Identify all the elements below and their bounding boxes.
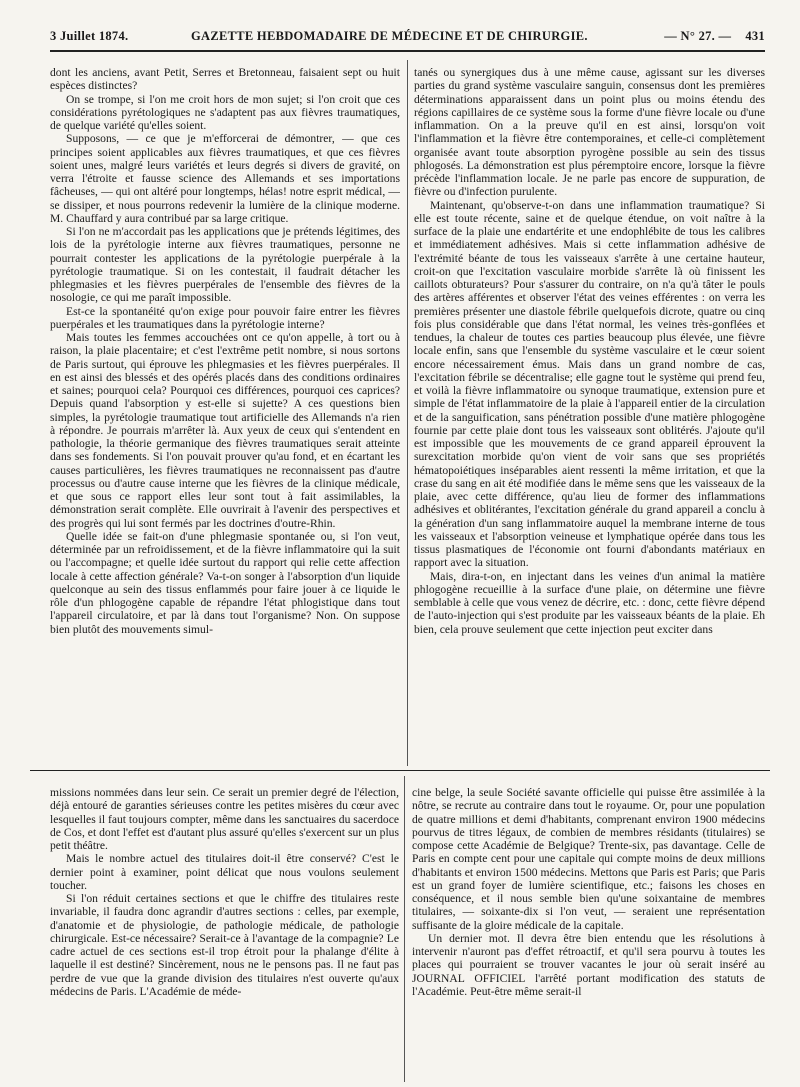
upper-column-divider: [407, 60, 408, 766]
upper-left-column: [50, 66, 400, 768]
lower-column-divider: [404, 776, 405, 1082]
paragraph: On se trompe, si l'on me croit hors de mon sujet; si l'on croit que ces considérations pyrétologiques ne s'adaptent pas aux fièvres traumatiques, de quelque variété qu'elles soient.: [50, 92, 400, 132]
lower-right-column: [412, 786, 765, 1083]
paragraph: Un dernier mot. Il devra être bien entendu que les résolutions à intervenir n'auront pas d'effet rétroactif, et qu'il sera pourvu à toutes les places qui pourraient se trouver vacantes le jour où serait inséré au JOURNAL OFFICIEL l'arrêté portant modification des statuts de l'Académie. Peut-être même serait-il: [412, 931, 765, 998]
paragraph: Si l'on ne m'accordait pas les applications que je prétends légitimes, des lois de la pyrétologie interne aux fièvres traumatiques, personne ne pourrait contester les applications de la pyrétologie puerpérale à la pyrétologie traumatique. Si on les contestait, il faudrait détacher les phlegmasies et les fièvres puerpérales de l'ensemble des fièvres de la nosologie, ce qui me paraît impossible.: [50, 225, 400, 305]
paragraph: Mais le nombre actuel des titulaires doit-il être conservé? C'est le dernier point à examiner, point délicat que nous voulons seulement toucher.: [50, 852, 399, 892]
page-number: 431: [745, 29, 765, 43]
upper-right-column: [414, 66, 765, 768]
header-rule: [50, 50, 765, 52]
issue-info: [650, 29, 765, 44]
paragraph: Est-ce la spontanéité qu'on exige pour pouvoir faire entrer les fièvres puerpérales et les traumatiques dans la pyrétologie interne?: [50, 304, 400, 331]
paragraph: Supposons, — ce que je m'efforcerai de démontrer, — que ces principes soient applicables aux fièvres traumatiques, et que ces fièvres soient unes, malgré leurs variétés et leurs degrés si divers de gravité, on verra l'étroite et fausse science des Allemands et ses importations fâcheuses, — qui ont altéré pour longtemps, hélas! notre esprit médical, — se dissiper, et nous pourrons redevenir la lumière de la clinique moderne. M. Chauffard y aura contribué par sa large critique.: [50, 132, 400, 225]
issue-number: — N° 27. —: [664, 29, 732, 43]
paragraph: Si l'on réduit certaines sections et que le chiffre des titulaires reste invariable, il faudra donc agrandir d'autres sections : celles, par exemple, d'anatomie et de physiologie, de pathologie médicale, de pathologie chirurgicale. Est-ce nécessaire? Serait-ce à l'avantage de la compagnie? Le cadre actuel de ces sections est-il trop étroit pour la phalange d'élite à laquelle il est destiné? Sincèrement, nous ne le pensons pas. Il ne faut pas perdre de vue que la grande division des titulaires n'est ouverte qu'aux médecins de Paris. L'Académie de méde-: [50, 892, 399, 998]
paragraph: Maintenant, qu'observe-t-on dans une inflammation traumatique? Si elle est toute récente, saine et de quelque étendue, on voit naître à la surface de la plaie une endartérite et une endophlébite de tous les calibres et immédiatement adhésives. Mais si cette inflammation adhésive de l'extrémité béante de tous les vaisseaux s'arrête à une certaine hauteur, croit-on que l'excitation vasculaire morbide s'arrête là où finissent les caillots obturateurs? Pour s'assurer du contraire, on n'a qu'à tâter le pouls des artères afférentes et observer l'état des veines efférentes : on verra les premières présenter une diastole fébrile quelquefois dicrote, quatre ou cinq fois plus considérable que dans l'état normal, les veines très-gonflées et tendues, la chaleur de toutes ces parties beaucoup plus élevée, une fièvre locale enfin, sans que l'ensemble du système vasculaire et le cœur soient encore nécessairement émus. Mais dans un grand nombre de cas, l'excitation fébrile se décentralise; elle gagne tout le système qui prend feu, et voilà la fièvre inflammatoire ou synoque traumatique, extension pure et simple de l'état inflammatoire de la plaie à l'appareil entier de la circulation et de la sanguification, sans pénétration possible d'une matière phlogogène fournie par cette plaie dont tous les vaisseaux sont oblitérés. J'ajoute qu'il est impossible que les mouvements de ce grand appareil éprouvent la surexcitation morbide qu'on vient de voir sans que ses propriétés hématopoiétiques inséparables aient ressenti la même irritation, et que la crase du sang en ait été modifiée dans le même sens que les vaisseaux de la plaie, avec cette différence, qu'au lieu de former des inflammations adhésives et oblitérantes, l'excitation générale du grand appareil a conclu à la génération d'un sang inflammatoire auquel la membrane interne de tous les vaisseaux et l'absorption veineuse et lymphatique opérée dans tous les tissus plasmatiques de l'économie ont fourni d'abondants matériaux en rapport avec la situation.: [414, 198, 765, 570]
paragraph: missions nommées dans leur sein. Ce serait un premier degré de l'élection, déjà entouré de garanties sérieuses contre les petites misères du cœur avec lesquelles il faut toujours compter, même dans les sanctuaires du sacerdoce de Cos, et dont l'effet est d'autant plus assuré qu'elles s'exercent sur un plus petit théâtre.: [50, 786, 399, 852]
section-rule: [30, 770, 770, 771]
paragraph: dont les anciens, avant Petit, Serres et Bretonneau, faisaient sept ou huit espèces distinctes?: [50, 66, 400, 93]
paragraph: cine belge, la seule Société savante officielle qui puisse être assimilée à la nôtre, se recrute au contraire dans tout le royaume. Or, pour une population de quatre millions et demi d'habitants, comprenant environ 1900 médecins pourvus de titres légaux, de combien de membres résidants (titulaires) se compose cette Académie de Belgique? Trente-six, pas davantage. Celle de Paris en compte cent pour une capitale qui compte moins de deux millions d'habitants et environ 1500 médecins. Mettons que Paris est Paris; que Paris est un grand foyer de lumière scientifique, etc.; faisons les choses en conséquence, et il nous semble bien qu'une soixantaine de membres titulaires, — soixante-dix si l'on veut, — seraient une représentation suffisante de la gloire médicale de la capitale.: [412, 786, 765, 932]
journal-title: GAZETTE HEBDOMADAIRE DE MÉDECINE ET DE CHIRURGIE.: [190, 29, 588, 43]
paragraph: Mais, dira-t-on, en injectant dans les veines d'un animal la matière phlogogène recueillie à la surface d'une plaie, on détermine une fièvre semblable à celle que vous venez de décrire, etc. : donc, cette fièvre dépend de l'auto-injection qui s'est produite par les vaisseaux béants de la plaie. Eh bien, cela prouve seulement que cette injection peut exciter dans: [414, 569, 765, 636]
paragraph: Mais toutes les femmes accouchées ont ce qu'on appelle, à tort ou à raison, la plaie placentaire; et c'est l'extrême petit nombre, si nous sortons de Paris surtout, qui éprouve les phlegmasies et les fièvres puerpérales. Il en est ainsi des blessés et des opérés placés dans des conditions ordinaires et saines; pourquoi cela? Pourquoi ces différences, pourquoi ces caprices? Depuis quand l'absorption y est-elle si sujette? A ces questions bien simples, la pyrétologie traumatique tout artificielle des Allemands n'a rien à répondre. Je pourrais m'arrêter là. Aux yeux de ceux qui s'entendent en pathologie, la théorie germanique des fièvres traumatiques serait atteinte dans ses fondements. Si l'on pouvait prouver qu'au fond, et en écartant les causes particulières, les fièvres traumatiques ne reconnaissent pas d'autre processus ou d'autre cause interne que les fièvres de la clinique médicale, et que sous ce rapport elles leur sont tout à fait assimilables, la démonstration serait complète. Elle ouvrirait à l'avenir des perspectives et des progrès qui lui sont fermés par les doctrines d'outre-Rhin.: [50, 331, 400, 530]
lower-left-column: [50, 786, 399, 1083]
paragraph: tanés ou synergiques dus à une même cause, agissant sur les diverses parties du grand système vasculaire sanguin, consensus dont les premières déterminations apparaissent dans un point plus ou moins étendu des régions capillaires de ce système sous la forme d'une fièvre locale ou d'une inflammation. On a la preuve qu'il en est ainsi, lorsqu'on voit l'inflammation et la fièvre être contemporaines, et celle-ci complètement organisée avant toute absorption pyrogène possible au sein des tissus phlogosés. La démonstration est plus péremptoire encore, lorsque la fièvre précède l'inflammation locale. Je ne parle pas encore de suppuration, de fièvre ou d'infection purulente.: [414, 66, 765, 199]
paragraph: Quelle idée se fait-on d'une phlegmasie spontanée ou, si l'on veut, déterminée par un refroidissement, et de la fièvre inflammatoire qui la suit ou l'accompagne; et quelle idée surtout du rapport qui relie cette affection locale à cette affection générale? Va-t-on songer à l'absorption d'un liquide quelconque au sein des tissus enflammés pour faire jouer à ce liquide le rôle d'un phlogogène capable de répandre l'état phlogistique dans tout l'appareil circulatoire, et par là dans tout l'organisme? Non. On suppose bien plutôt des mouvements simul-: [50, 529, 400, 636]
issue-date: 3 Juillet 1874.: [50, 29, 129, 43]
running-header: [50, 29, 765, 49]
